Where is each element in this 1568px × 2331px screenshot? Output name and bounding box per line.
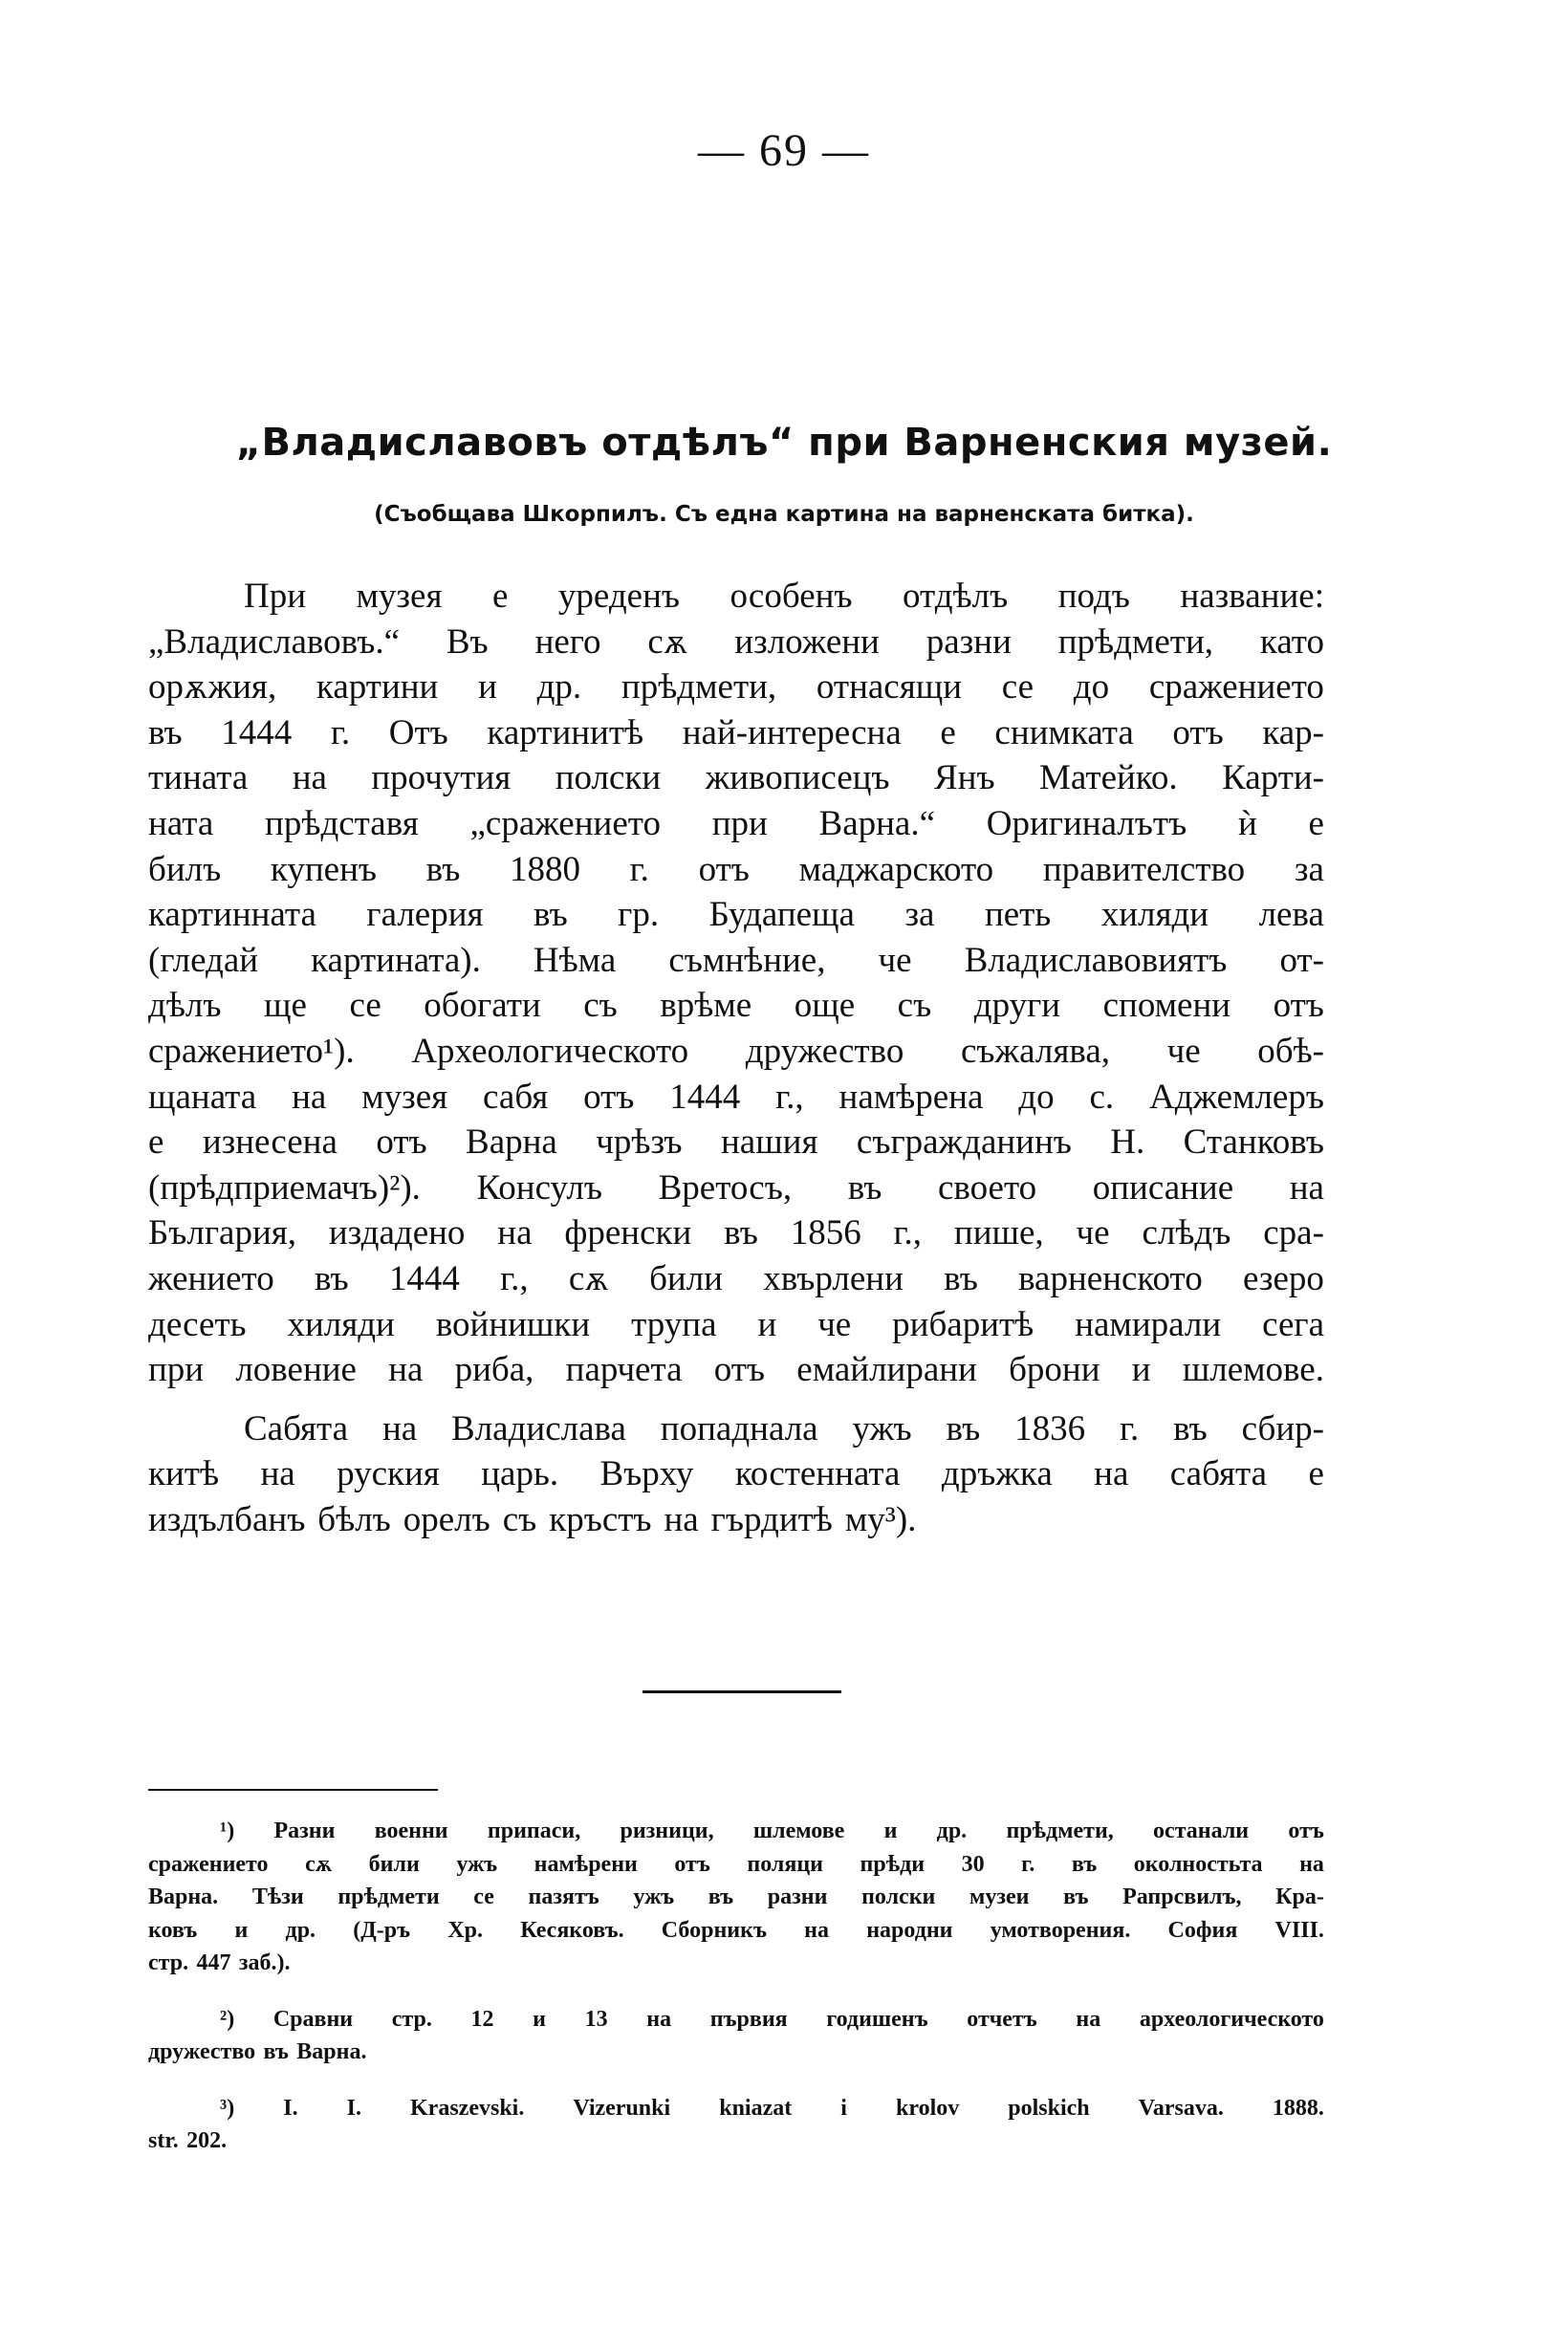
article-subtitle: (Съобщава Шкорпилъ. Съ една картина на варненската битка). bbox=[374, 502, 1194, 527]
section-separator bbox=[642, 1690, 841, 1693]
footnote-line: сражението сѫ били ужъ намѣрени отъ поляци прѣди 30 г. въ околностьта на bbox=[148, 1851, 1324, 1877]
text-line: е изнесена отъ Варна чрѣзъ нашия съгражданинъ Н. Станковъ bbox=[148, 1122, 1324, 1163]
text-line: орѫжия, картини и др. прѣдмети, отнасящи се до сражението bbox=[148, 667, 1324, 708]
footnote-line: str. 202. bbox=[148, 2128, 228, 2153]
text-line: „Владиславовъ.“ Въ него сѫ изложени разни прѣдмети, като bbox=[148, 621, 1324, 662]
text-line: При музея е уреденъ особенъ отдѣлъ подъ название: bbox=[244, 577, 1324, 616]
footnotes bbox=[148, 1815, 1324, 2158]
text-line: билъ купенъ въ 1880 г. отъ маджарското правителство за bbox=[148, 849, 1324, 889]
footnote-rule bbox=[148, 1789, 438, 1791]
text-line: издълбанъ бѣлъ орелъ съ кръстъ на гърдитѣ му³). bbox=[148, 1499, 917, 1539]
text-line: (гледай картината). Нѣма съмнѣние, че Владиславовиятъ от- bbox=[148, 940, 1324, 980]
footnote-line: ковъ и др. (Д-ръ Хр. Кесяковъ. Сборникъ на народни умотворения. София VIII. bbox=[148, 1917, 1324, 1943]
text-line: Сабята на Владислава попаднала ужъ въ 1836 г. въ сбир- bbox=[244, 1408, 1324, 1449]
article-title: „Владиславовъ отдѣлъ“ при Варненския музей. bbox=[235, 421, 1333, 465]
text-line: при ловение на риба, парчета отъ емайлирани брони и шлемове. bbox=[148, 1350, 1324, 1390]
text-line: десеть хиляди войнишки трупа и че рибаритѣ намирали сега bbox=[148, 1304, 1324, 1344]
text-line: щаната на музея сабя отъ 1444 г., намѣрена до с. Аджемлеръ bbox=[148, 1077, 1324, 1117]
footnote-line: ³) I. I. Kraszevski. Vizerunki kniazat i krolov polskich Varsava. 1888. bbox=[220, 2095, 1324, 2121]
text-line: дѣлъ ще се обогати съ врѣме още съ други спомени отъ bbox=[148, 986, 1324, 1026]
footnote-line: ¹) Разни военни припаси, ризници, шлемове и др. прѣдмети, останали отъ bbox=[220, 1819, 1324, 1843]
footnote-line: дружество въ Варна. bbox=[148, 2039, 367, 2064]
footnote-line: ²) Сравни стр. 12 и 13 на първия годишенъ отчетъ на археологическото bbox=[220, 2006, 1324, 2032]
page-number: — 69 — bbox=[698, 125, 870, 176]
text-line: китѣ на руския царь. Върху костенната дръжка на сабята е bbox=[148, 1454, 1324, 1494]
text-line: ната прѣдставя „сражението при Варна.“ Оригиналътъ ѝ е bbox=[148, 803, 1324, 843]
footnote-line: стр. 447 заб.). bbox=[148, 1950, 291, 1975]
text-line: картинната галерия въ гр. Будапеща за петь хиляди лева bbox=[148, 895, 1324, 935]
text-line: (прѣдприемачъ)²). Консулъ Вретосъ, въ своето описание на bbox=[148, 1167, 1324, 1208]
article-body bbox=[148, 574, 1324, 1542]
text-line: жението въ 1444 г., сѫ били хвърлени въ варненското езеро bbox=[148, 1258, 1324, 1298]
footnote-line: Варна. Тѣзи прѣдмети се пазятъ ужъ въ разни полски музеи въ Рапрсвилъ, Кра- bbox=[148, 1884, 1324, 1909]
text-line: сражението¹). Археологическото дружество съжалява, че обѣ- bbox=[148, 1031, 1324, 1071]
text-line: въ 1444 г. Отъ картинитѣ най-интересна е снимката отъ кар- bbox=[148, 712, 1324, 752]
text-line: тината на прочутия полски живописецъ Янъ Матейко. Карти- bbox=[148, 758, 1324, 798]
text-line: България, издадено на френски въ 1856 г., пише, че слѣдъ сра- bbox=[148, 1213, 1324, 1253]
